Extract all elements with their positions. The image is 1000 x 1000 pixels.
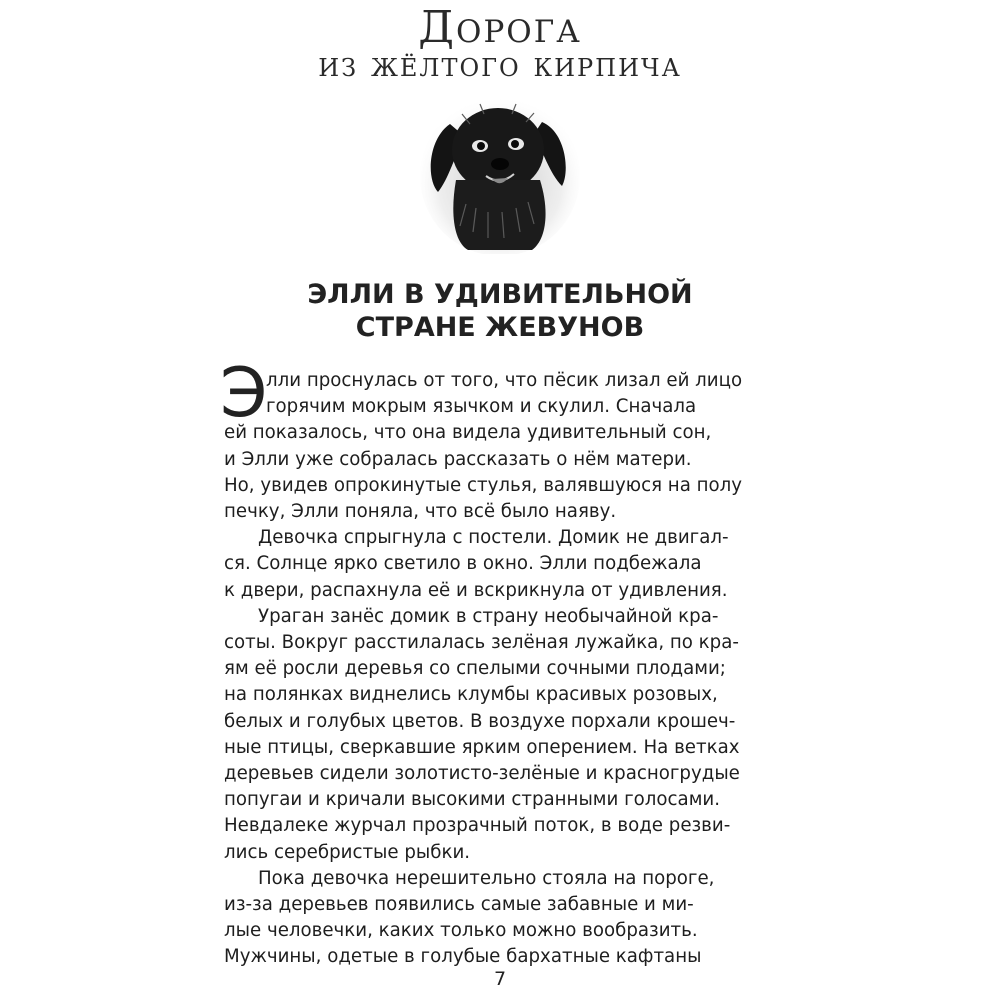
text-line: на полянках виднелись клумбы красивых розовых,	[224, 684, 718, 706]
text-line: из-за деревьев появились самые забавные и ми-	[224, 894, 694, 915]
text-line: Ураган занёс домик в страну необычайной кра-	[258, 605, 719, 627]
text-line: лли проснулась от того, что пёсик лизал ей лицо	[266, 370, 743, 391]
text-line: попугаи и кричали высокими странными голосами.	[224, 789, 721, 811]
page-number: 7	[493, 968, 507, 990]
text-line: Пока девочка нерешительно стояла на пороге,	[258, 867, 715, 889]
text-line: горячим мокрым язычком и скулил. Сначала	[266, 396, 697, 418]
dog-portrait-icon	[420, 84, 580, 254]
text-line: Девочка спрыгнула с постели. Домик не двигал-	[258, 527, 729, 549]
part-title-line-2: из жёлтого кирпича	[318, 45, 682, 85]
text-line: Невдалеке журчал прозрачный поток, в воде резви-	[224, 815, 731, 837]
text-line: ся. Солнце ярко светило в окно. Элли подбежала	[224, 553, 702, 575]
text-line: Но, увидев опрокинутые стулья, валявшуюся на полу	[224, 474, 743, 496]
text-line: соты. Вокруг расстилалась зелёная лужайка, по кра-	[224, 632, 739, 653]
text-line: к двери, распахнула её и вскрикнула от удивления.	[224, 579, 728, 601]
text-line: ей показалось, что она видела удивительный сон,	[224, 422, 712, 444]
chapter-title-line-1: ЭЛЛИ В УДИВИТЕЛЬНОЙ	[307, 279, 693, 310]
part-title-line-1: Дорога	[418, 2, 582, 53]
text-line: печку, Элли поняла, что всё было наяву.	[224, 501, 617, 522]
text-line: ные птицы, сверкавшие ярким оперением. На ветках	[224, 736, 740, 758]
text-line: и Элли уже собралась рассказать о нём матери.	[224, 448, 692, 470]
drop-cap: Э	[220, 354, 268, 433]
text-line: Мужчины, одетые в голубые бархатные кафтаны	[224, 946, 702, 968]
text-line: лись серебристые рыбки.	[224, 841, 471, 863]
text-line: лые человечки, каких только можно вообразить.	[224, 920, 698, 942]
text-line: белых и голубых цветов. В воздухе порхали крошеч-	[224, 710, 736, 732]
text-line: деревьев сидели золотисто-зелёные и красногрудые	[224, 763, 740, 784]
text-line: ям её росли деревья со спелыми сочными плодами;	[224, 658, 726, 680]
chapter-title-line-2: СТРАНЕ ЖЕВУНОВ	[355, 312, 645, 343]
